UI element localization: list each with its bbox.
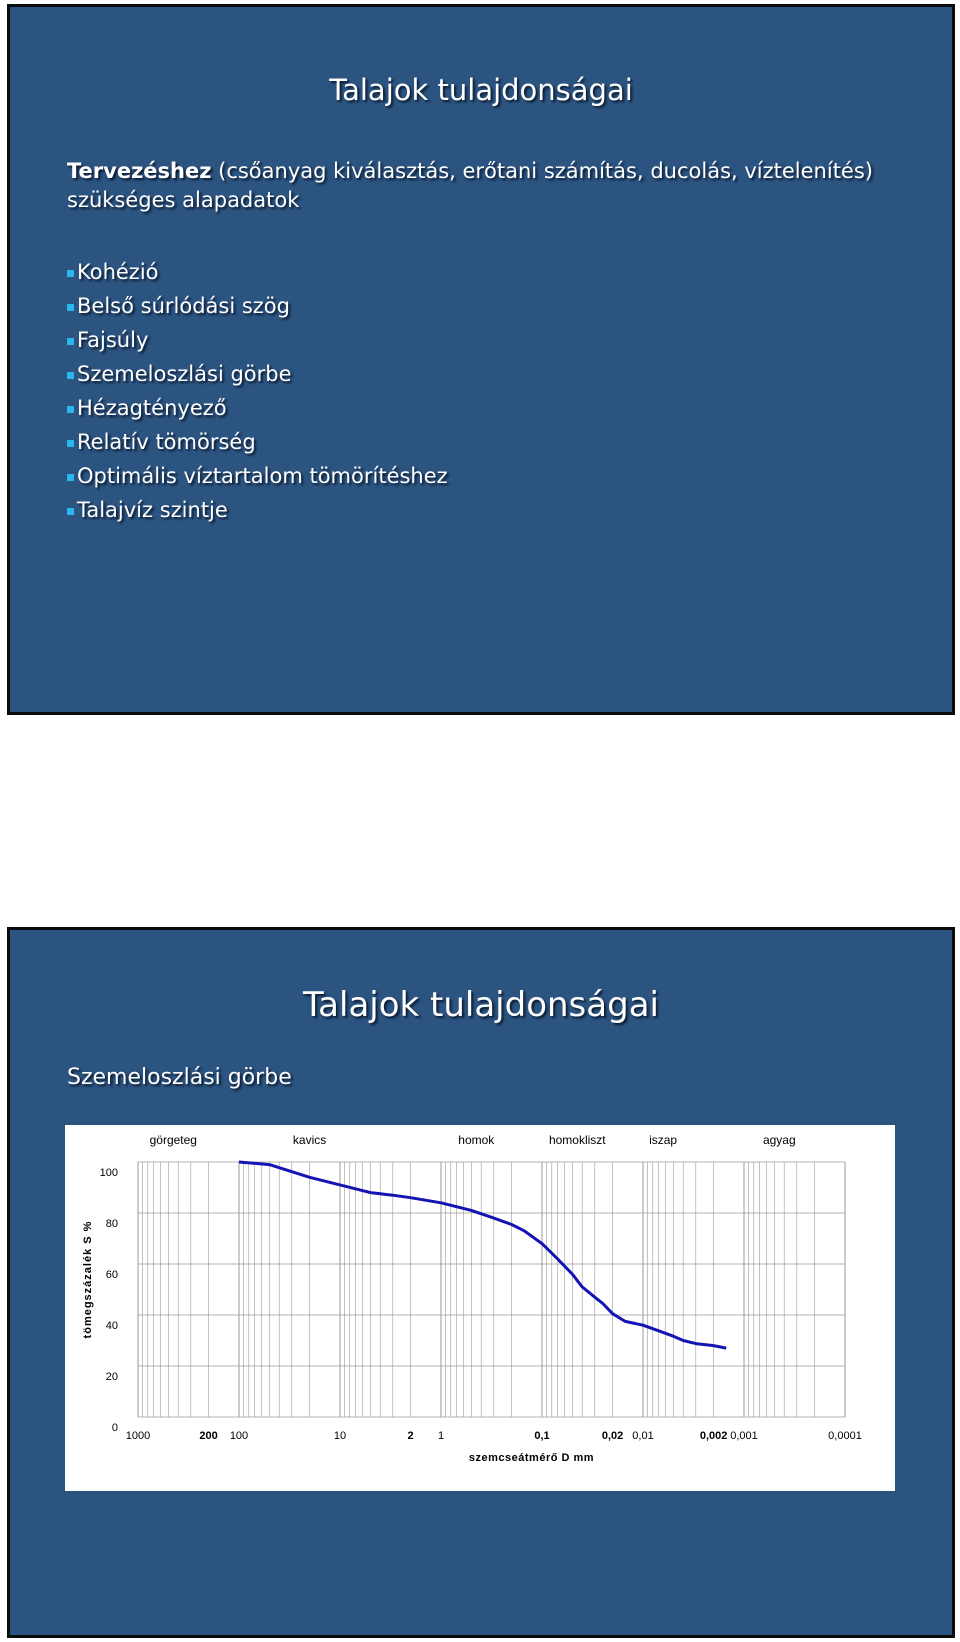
grain-size-curve xyxy=(239,1162,726,1348)
square-bullet-icon xyxy=(67,406,74,413)
y-tick-label: 40 xyxy=(105,1320,118,1332)
x-tick-label: 0,0001 xyxy=(828,1430,862,1442)
slide-2 xyxy=(7,927,955,1638)
list-item xyxy=(67,323,448,357)
list-item-label: Talajvíz szintje xyxy=(77,498,228,522)
x-tick-label: 200 xyxy=(199,1430,218,1442)
list-item-label: Szemeloszlási görbe xyxy=(77,362,292,386)
list-item-label: Optimális víztartalom tömörítéshez xyxy=(77,464,448,488)
intro-bold: Tervezéshez xyxy=(67,159,212,183)
y-axis-title: tömegszázalék S % xyxy=(82,1220,94,1339)
list-item xyxy=(67,255,448,289)
square-bullet-icon xyxy=(67,304,74,311)
zone-label: iszap xyxy=(649,1133,678,1147)
zone-label: kavics xyxy=(292,1133,327,1147)
slide-1 xyxy=(7,4,955,715)
x-tick-label: 100 xyxy=(229,1430,249,1442)
list-item-label: Relatív tömörség xyxy=(77,430,256,454)
y-tick-label: 100 xyxy=(99,1167,118,1179)
y-tick-label: 60 xyxy=(105,1269,118,1281)
square-bullet-icon xyxy=(67,440,74,447)
x-tick-label: 0,1 xyxy=(534,1430,550,1442)
x-tick-label: 10 xyxy=(333,1430,347,1442)
list-item-label: Hézagtényező xyxy=(77,396,227,420)
list-item xyxy=(67,493,448,527)
y-tick-label: 80 xyxy=(105,1218,118,1230)
y-tick-label: 0 xyxy=(111,1422,118,1434)
intro-rest: (csőanyag kiválasztás, erőtani számítás, ducolás, víztelenítés) szükséges alapadatok xyxy=(67,159,873,212)
zone-label: agyag xyxy=(762,1133,796,1147)
x-tick-label: 2 xyxy=(407,1430,414,1442)
slide-title: Talajok tulajdonságai xyxy=(329,73,633,107)
zone-label: görgeteg xyxy=(149,1133,197,1147)
grain-size-chart xyxy=(65,1125,895,1491)
grain-size-chart-svg xyxy=(65,1125,895,1491)
list-item-label: Kohézió xyxy=(77,260,159,284)
list-item-label: Fajsúly xyxy=(77,328,149,352)
square-bullet-icon xyxy=(67,508,74,515)
list-item xyxy=(67,357,448,391)
x-tick-label: 1 xyxy=(437,1430,445,1442)
x-tick-label: 0,01 xyxy=(632,1430,654,1442)
y-tick-label: 20 xyxy=(105,1371,118,1383)
square-bullet-icon xyxy=(67,338,74,345)
x-tick-label: 0,02 xyxy=(601,1430,624,1442)
square-bullet-icon xyxy=(67,474,74,481)
zone-label: homok xyxy=(458,1133,495,1147)
x-axis-title: szemcseátmérő D mm xyxy=(468,1452,595,1464)
square-bullet-icon xyxy=(67,270,74,277)
list-item xyxy=(67,391,448,425)
square-bullet-icon xyxy=(67,372,74,379)
slide-subtitle: Szemeloszlási görbe xyxy=(67,1065,292,1090)
zone-label: homokliszt xyxy=(548,1133,606,1147)
intro-text xyxy=(67,157,907,215)
x-tick-label: 0,002 xyxy=(699,1430,728,1442)
list-item xyxy=(67,289,448,323)
list-item-label: Belső súrlódási szög xyxy=(77,294,290,318)
x-tick-label: 0,001 xyxy=(730,1430,758,1442)
list-item xyxy=(67,425,448,459)
x-tick-label: 1000 xyxy=(125,1430,151,1442)
property-list xyxy=(67,255,448,527)
list-item xyxy=(67,459,448,493)
slide-title: Talajok tulajdonságai xyxy=(303,985,659,1025)
